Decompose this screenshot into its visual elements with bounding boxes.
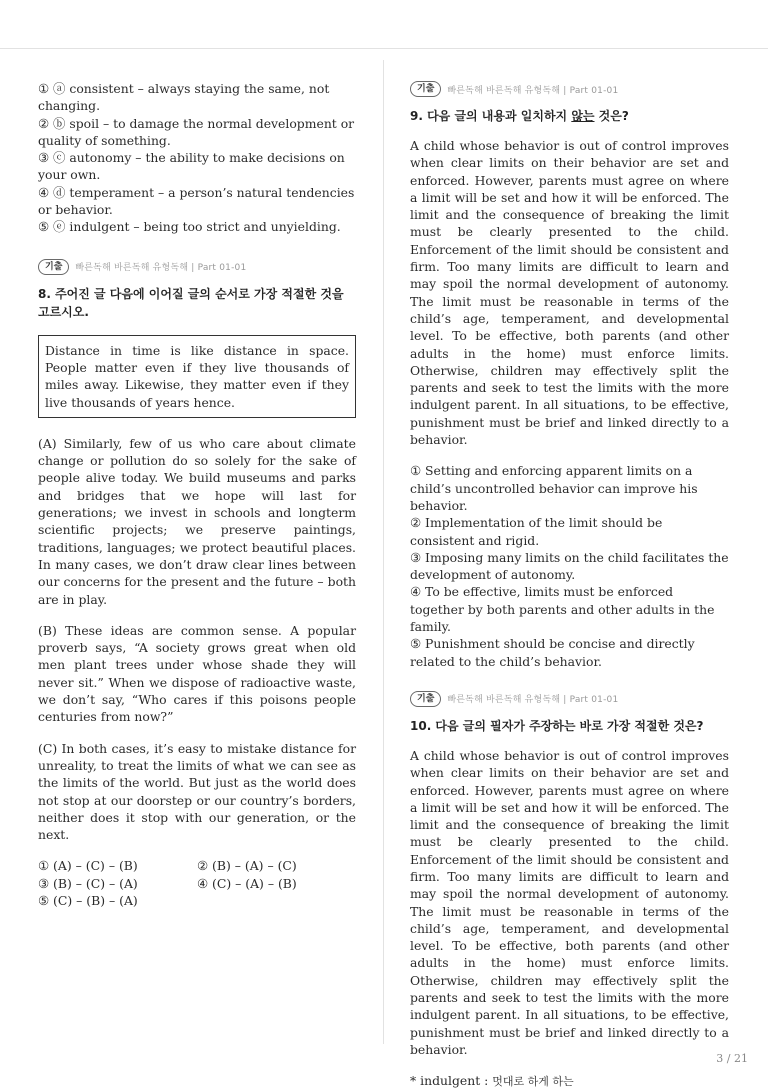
vocab-item: ⑤ ⓔ indulgent – being too strict and unyielding.	[38, 219, 341, 235]
choice-5[interactable]: ⑤ (C) – (B) – (A)	[38, 892, 138, 908]
column-divider	[383, 60, 384, 1044]
question-10-title: 10. 다음 글의 필자가 주장하는 바로 가장 적절한 것은?	[410, 718, 704, 733]
left-column	[38, 80, 356, 909]
q10-passage: A child whose behavior is out of control improves when clear limits on their behavior are set and enforced. However, parents must agree on where a limit will be set and how it will be enforced. The limit and the consequence of breaking the limit must be clearly presented to the child. Enforcement of the limit should be consistent and firm. Too many limits are difficult to learn and may spoil the normal development of autonomy. The limit must be reasonable in terms of the child’s age, temperament, and developmental level. To be effective, both parents (and other adults in the home) must enforce limits. Otherwise, children may effectively split the parents and seek to test the limits with the more indulgent parent. In all situations, to be effective, punishment must be brief and linked directly to a behavior.	[410, 747, 729, 1057]
header-rule	[0, 48, 768, 49]
q9-passage: A child whose behavior is out of control improves when clear limits on their behavior are set and enforced. However, parents must agree on where a limit will be set and how it will be enforced. The limit and the consequence of breaking the limit must be clearly presented to the child. Enforcement of the limit should be consistent and firm. Too many limits are difficult to learn and may spoil the normal development of autonomy. The limit must be reasonable in terms of the child’s age, temperament, and developmental level. To be effective, both parents (and other adults in the home) must enforce limits. Otherwise, children may effectively split the parents and seek to test the limits with the more indulgent parent. In all situations, to be effective, punishment must be brief and linked directly to a behavior.	[410, 138, 729, 448]
q9-option-4[interactable]: ④ To be effective, limits must be enforced together by both parents and other adults in the family.	[410, 584, 715, 635]
choice-4[interactable]: ④ (C) – (A) – (B)	[197, 875, 297, 891]
vocab-list	[38, 80, 356, 236]
source-text: 빠른독해 바른독해 유형독해 | Part 01-01	[447, 85, 619, 96]
source-badge: 기출	[410, 691, 441, 707]
footnote-term: * indulgent :	[410, 1073, 493, 1089]
question-8-title: 8. 주어진 글 다음에 이어질 글의 순서로 가장 적절한 것을 고르시오.	[38, 286, 344, 319]
source-badge: 기출	[38, 259, 69, 275]
source-text: 빠른독해 바른독해 유형독해 | Part 01-01	[75, 263, 247, 274]
paragraph-a: (A) Similarly, few of us who care about climate change or pollution do so solely for the sake of people alive today. We build museums and parks and bridges that we hope will last for generations; we invest in schools and longterm scientific projects; we preserve paintings, traditions, languages; we protect beautiful places. In many cases, we don’t draw clear lines between our concerns for the present and the future – both are in play.	[38, 435, 356, 607]
question-9-title	[410, 107, 729, 125]
q9-option-2[interactable]: ② Implementation of the limit should be consistent and rigid.	[410, 515, 663, 548]
source-text: 빠른독해 바른독해 유형독해 | Part 01-01	[447, 695, 619, 706]
q9-options	[410, 462, 729, 670]
q9-option-3[interactable]: ③ Imposing many limits on the child facilitates the development of autonomy.	[410, 549, 729, 583]
page-number: 3 / 21	[716, 1052, 748, 1065]
source-tag-q10	[410, 690, 729, 708]
q8-choices	[38, 857, 356, 909]
right-column	[410, 80, 729, 1091]
vocab-item: ① ⓐ consistent – always staying the same, not changing.	[38, 81, 330, 114]
source-tag-q9	[410, 80, 729, 98]
given-text: Distance in time is like distance in space. People matter even if they live thousands of miles away. Likewise, they matter even if they live thousands of years hence.	[45, 342, 349, 410]
q9-title-pre: 9. 다음 글의 내용과 일치하지	[410, 109, 572, 123]
choice-2[interactable]: ② (B) – (A) – (C)	[197, 858, 297, 874]
footnote	[410, 1072, 729, 1090]
q9-option-1[interactable]: ① Setting and enforcing apparent limits on a child’s uncontrolled behavior can improve his behavior.	[410, 463, 698, 513]
vocab-item: ② ⓑ spoil – to damage the normal development or quality of something.	[38, 115, 355, 148]
choice-1[interactable]: ① (A) – (C) – (B)	[38, 858, 138, 874]
source-badge: 기출	[410, 81, 441, 97]
vocab-item: ④ ⓓ temperament – a person’s natural tendencies or behavior.	[38, 184, 355, 218]
q9-title-underlined: 않는	[571, 109, 595, 123]
choice-3[interactable]: ③ (B) – (C) – (A)	[38, 875, 138, 891]
q9-option-5[interactable]: ⑤ Punishment should be concise and directly related to the child’s behavior.	[410, 636, 695, 669]
footnote-meaning: 멋대로 하게 하는	[492, 1075, 574, 1089]
source-tag-q8	[38, 258, 356, 276]
paragraph-c: (C) In both cases, it’s easy to mistake distance for unreality, to treat the limits of what we can see as the limits of the world. But just as the world does not stop at our doorstep or our country’s borders, neither does it stop with our generation, or the next.	[38, 740, 356, 843]
given-text-box	[38, 335, 356, 418]
q9-title-post: 것은?	[594, 109, 629, 123]
paragraph-b: (B) These ideas are common sense. A popular proverb says, “A society grows great when old men plant trees under whose shade they will never sit.” When we dispose of radioactive waste, we don’t say, “Who cares if this poisons people centuries from now?”	[38, 622, 356, 725]
vocab-item: ③ ⓒ autonomy – the ability to make decisions on your own.	[38, 150, 345, 183]
